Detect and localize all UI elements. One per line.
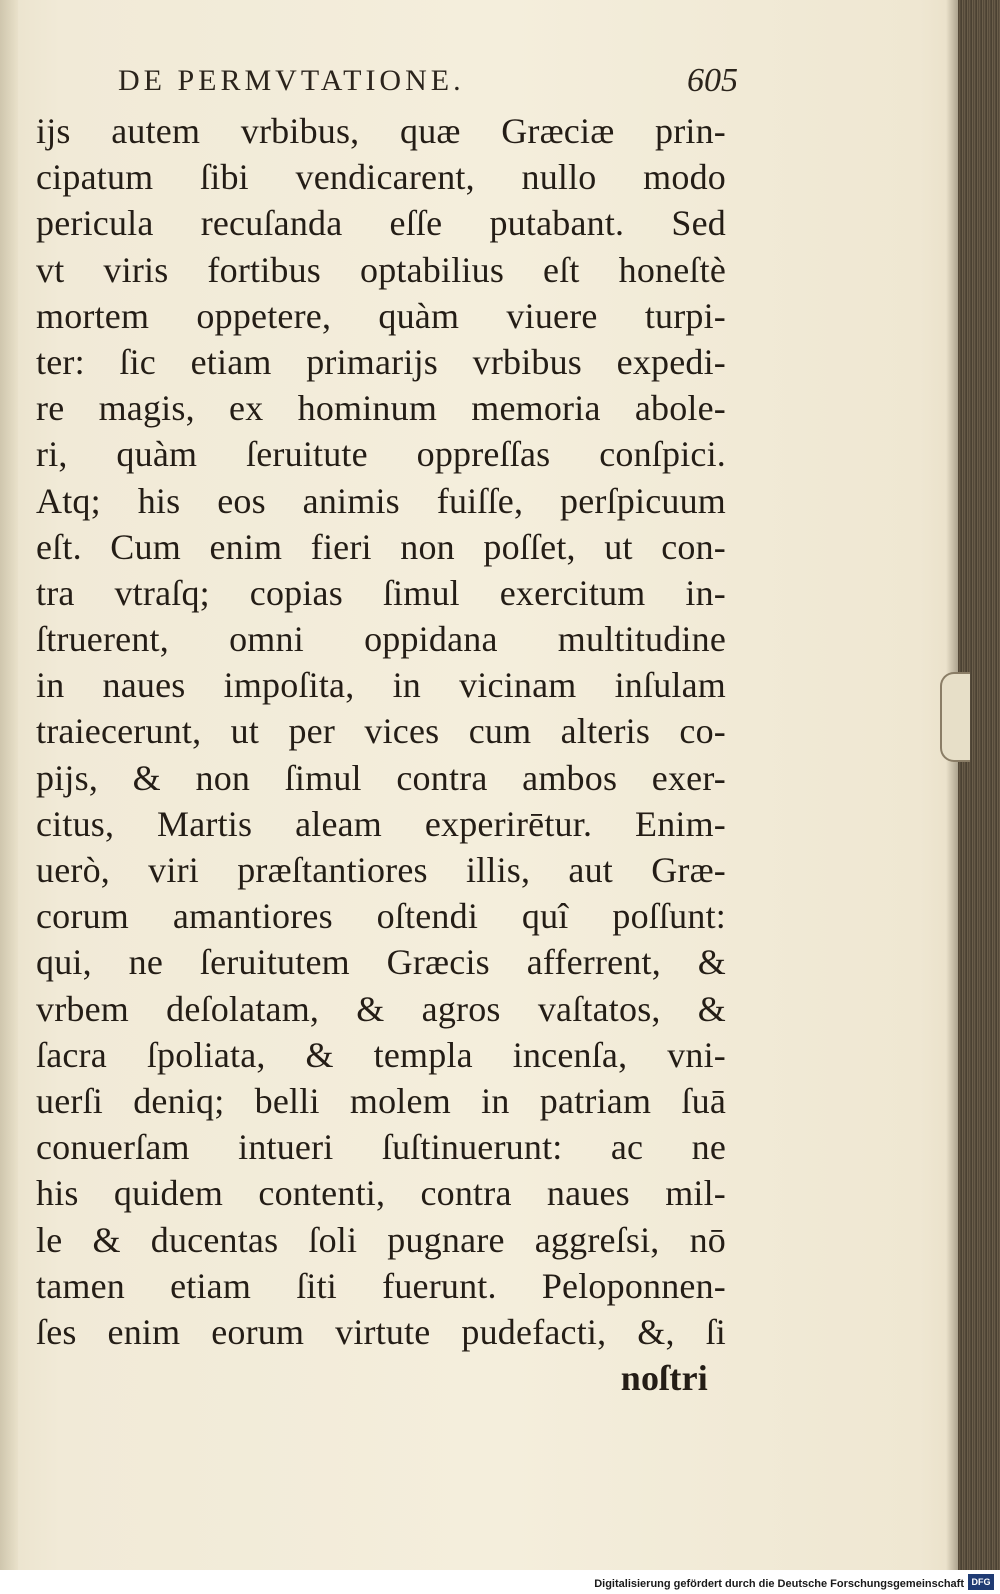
funding-credit: Digitalisierung gefördert durch die Deutsche Forschungsgemeinschaft — [594, 1578, 964, 1590]
text-line: conuerſam intueri ſuſtinuerunt: ac ne — [36, 1127, 726, 1168]
dfg-logo: DFG — [968, 1574, 994, 1590]
text-line: ri, quàm ſeruitute oppreſſas conſpici. — [36, 434, 726, 475]
text-line: qui, ne ſeruitutem Græcis afferrent, & — [36, 942, 726, 983]
text-line: le & ducentas ſoli pugnare aggreſsi, nō — [36, 1219, 726, 1260]
text-line: pijs, & non ſimul contra ambos exer- — [36, 757, 726, 798]
book-fore-edge — [958, 0, 1000, 1570]
text-line: citus, Martis aleam experirētur. Enim- — [36, 803, 726, 844]
fore-edge-shadow — [946, 0, 958, 1570]
running-head — [118, 58, 738, 106]
page-number: 605 — [687, 62, 738, 99]
running-title: DE PERMVTATIONE. — [118, 64, 465, 97]
text-line: ſes enim eorum virtute pudefacti, &, ſi — [36, 1311, 726, 1352]
page-tab-marker — [940, 672, 970, 762]
text-line: ſtruerent, omni oppidana multitudine — [36, 619, 726, 660]
catchword: noſtri — [620, 1358, 708, 1399]
text-line: uerò, viri præſtantiores illis, aut Græ- — [36, 850, 726, 890]
binding-gutter — [0, 0, 18, 1594]
text-line: ſacra ſpoliata, & templa incenſa, vni- — [36, 1034, 726, 1075]
text-line: mortem oppetere, quàm viuere turpi- — [36, 295, 726, 336]
text-line: re magis, ex hominum memoria abole- — [36, 388, 726, 429]
text-line: ter: ſic etiam primarijs vrbibus expedi- — [36, 341, 726, 382]
text-line: vt viris fortibus optabilius eſt honeſtè — [36, 249, 726, 290]
text-line: traiecerunt, ut per vices cum alteris co- — [36, 711, 726, 752]
text-line: Atq; his eos animis fuiſſe, perſpicuum — [36, 480, 726, 521]
text-line: tra vtraſq; copias ſimul exercitum in- — [36, 572, 726, 613]
text-line: his quidem contenti, contra naues mil- — [36, 1173, 726, 1214]
text-line: ijs autem vrbibus, quæ Græciæ prin- — [36, 111, 726, 151]
text-block — [36, 108, 726, 1401]
digitization-footer — [0, 1570, 1000, 1594]
text-line: uerſi deniq; belli molem in patriam ſuā — [36, 1080, 726, 1121]
text-line: corum amantiores oſtendi quî poſſunt: — [36, 896, 726, 937]
text-line: eſt. Cum enim fieri non poſſet, ut con- — [36, 526, 726, 567]
text-line: cipatum ſibi vendicarent, nullo modo — [36, 157, 726, 198]
text-line: vrbem deſolatam, & agros vaſtatos, & — [36, 988, 726, 1029]
text-line: pericula recuſanda eſſe putabant. Sed — [36, 203, 726, 244]
text-line: tamen etiam ſiti fuerunt. Peloponnen- — [36, 1265, 726, 1306]
text-line: in naues impoſita, in vicinam inſulam — [36, 665, 726, 706]
